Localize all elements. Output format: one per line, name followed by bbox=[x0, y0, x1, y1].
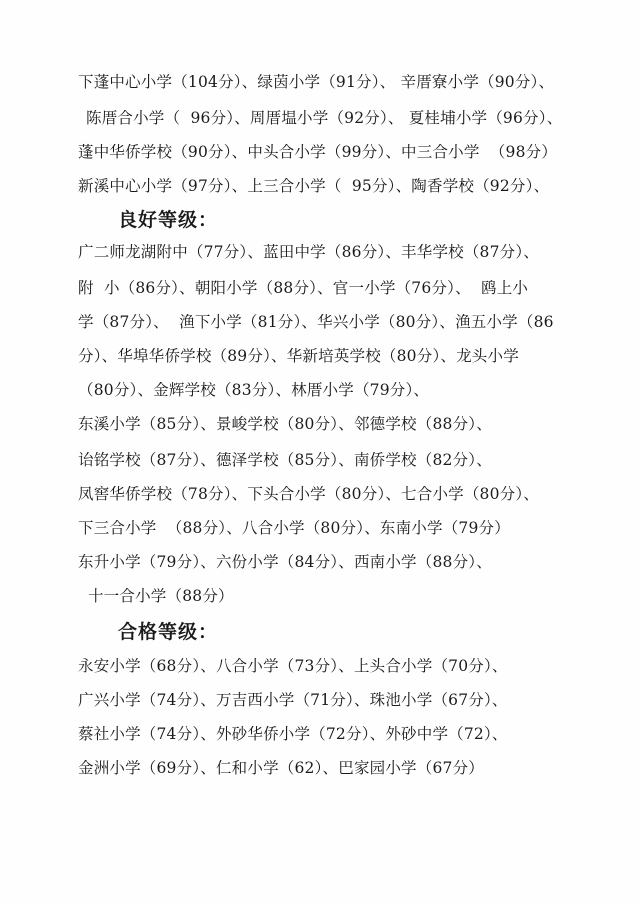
text-line: 学（87分）、 渔下小学（81分）、华兴小学（80分）、渔五小学（86 bbox=[78, 313, 554, 331]
text-line: 下三合小学 （88分）、八合小学（80分）、东南小学（79分） bbox=[78, 519, 510, 537]
section-heading-pass: 合格等级： bbox=[118, 621, 219, 643]
text-line: 广二师龙湖附中（77分）、蓝田中学（86分）、丰华学校（87分）、 bbox=[78, 243, 540, 261]
text-line: 分）、华埠华侨学校（89分）、华新培英学校（80分）、龙头小学 bbox=[78, 347, 519, 365]
text-line: 金洲小学（69分）、仁和小学（62）、巴家园小学（67分） bbox=[78, 759, 484, 777]
text-line: 永安小学（68分）、八合小学（73分）、上头合小学（70分）、 bbox=[78, 657, 508, 675]
text-line: 新溪中心小学（97分）、上三合小学（ 95分）、陶香学校（92分）、 bbox=[78, 177, 550, 195]
text-line: 蓬中华侨学校（90分）、中头合小学（99分）、中三合小学 （98分） bbox=[78, 143, 558, 161]
text-line: （80分）、金辉学校（83分）、林厝小学（79分）、 bbox=[78, 381, 430, 399]
text-line: 陈厝合小学（ 96分）、周厝塭小学（92分）、 夏桂埔小学（96分）、 bbox=[86, 109, 563, 127]
text-line: 广兴小学（74分）、万吉西小学（71分）、珠池小学（67分）、 bbox=[78, 691, 508, 709]
text-line: 十一合小学（88分） bbox=[88, 587, 234, 605]
text-line: 东溪小学（85分）、景峻学校（80分）、邻德学校（88分）、 bbox=[78, 415, 492, 433]
text-line: 诒铭学校（87分）、德泽学校（85分）、南侨学校（82分）、 bbox=[78, 451, 492, 469]
text-line: 下蓬中心小学（104分）、绿茵小学（91分）、 辛厝寮小学（90分）、 bbox=[78, 73, 555, 91]
text-line: 东升小学（79分）、六份小学（84分）、西南小学（88分）、 bbox=[78, 553, 492, 571]
text-line: 附 小（86分）、朝阳小学（88分）、官一小学（76分）、 鸥上小 bbox=[78, 279, 529, 297]
text-line: 蔡社小学（74分）、外砂华侨小学（72分）、外砂中学（72）、 bbox=[78, 725, 508, 743]
section-heading-good: 良好等级： bbox=[118, 209, 219, 231]
text-line: 凤窖华侨学校（78分）、下头合小学（80分）、七合小学（80分）、 bbox=[78, 485, 540, 503]
